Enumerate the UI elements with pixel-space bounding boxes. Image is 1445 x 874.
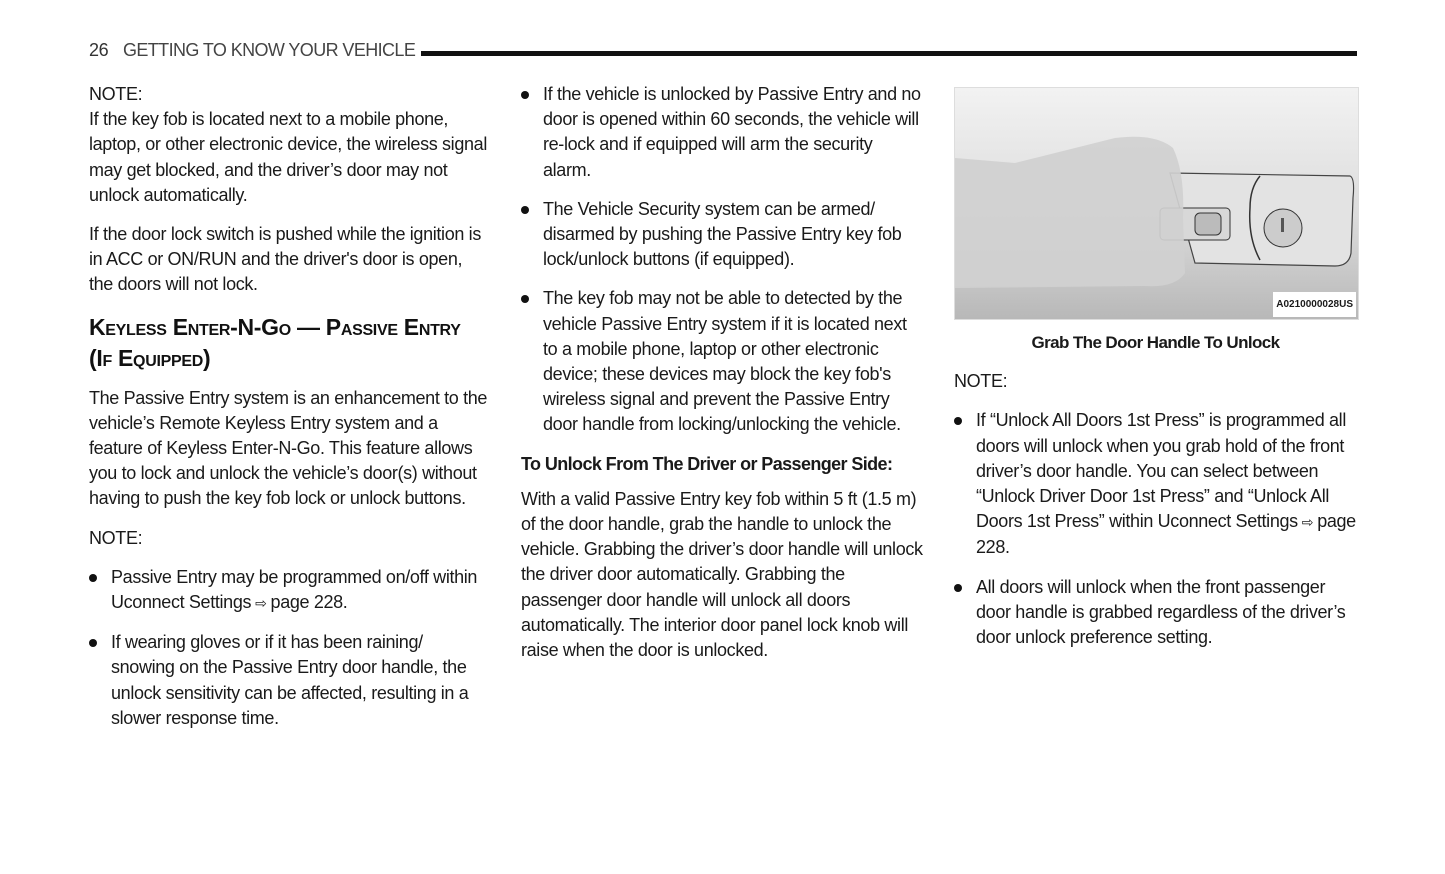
paragraph: If the door lock switch is pushed while the ignition is in ACC or ON/RUN and the driver's door is open, the doors will not lock. [89, 224, 481, 295]
list-item [954, 575, 1357, 651]
paragraph: With a valid Passive Entry key fob within 5 ft (1.5 m) of the door handle, grab the handle to unlock the vehicle. Grabbing the driver’s door handle will unlock the driver door automatically. Grabbing the passenger door handle will unlock all doors automatically. The interior door panel lock knob will raise when the door is unlocked. [521, 488, 923, 661]
bullet-icon [521, 206, 529, 214]
header-rule [421, 51, 1357, 56]
page-ref-arrow-icon: ⇨ [1301, 514, 1314, 531]
list-item [89, 630, 489, 731]
bullet-icon [89, 639, 97, 647]
list-item [89, 565, 489, 616]
page-ref-link[interactable]: page 228. [976, 511, 1356, 558]
page-number: 26 [89, 40, 109, 60]
column-3 [954, 82, 1357, 664]
figure-caption: Grab The Door Handle To Unlock [1031, 333, 1280, 352]
list-item-text: All doors will unlock when the front passenger door handle is grabbed regardless of the driver’s door unlock preference setting. [976, 576, 1346, 648]
bullet-icon [89, 574, 97, 582]
list-item [521, 82, 923, 183]
hand-grabbing-handle-illustration [955, 88, 1358, 319]
list-item-text: The Vehicle Security system can be armed/ disarmed by pushing the Passive Entry key fob lock/unlock buttons (if equipped). [543, 198, 902, 270]
column-2 [521, 82, 923, 677]
list-item [521, 197, 923, 273]
bullet-icon [521, 295, 529, 303]
section-heading: Keyless Enter-N-Go — Passive Entry (If Equipped) [89, 313, 461, 371]
subheading: To Unlock From The Driver or Passenger Side: [521, 453, 893, 474]
list-item-text: The key fob may not be able to detected by the vehicle Passive Entry system if it is located next to a mobile phone, laptop or other electronic device; these devices may block the key fob's wireless signal and prevent the Passive Entry door handle from locking/unlocking the vehicle. [543, 288, 907, 435]
paragraph: The Passive Entry system is an enhancement to the vehicle’s Remote Keyless Entry system and a feature of Keyless Enter-N-Go. This feature allows you to lock and unlock the vehicle’s door(s) without having to push the key fob lock or unlock buttons. [89, 387, 488, 509]
page-ref-link[interactable]: page 228. [270, 592, 348, 613]
page-header [89, 38, 415, 63]
page-ref-arrow-icon: ⇨ [255, 595, 267, 612]
note-label: NOTE: [954, 371, 1008, 392]
bullet-list [89, 565, 489, 731]
section-title: GETTING TO KNOW YOUR VEHICLE [122, 40, 416, 60]
bullet-list [954, 408, 1357, 650]
note-text: If the key fob is located next to a mobile phone, laptop, or other electronic device, the wireless signal may get blocked, and the driver’s door may not unlock automatically. [89, 109, 487, 205]
list-item-text: If the vehicle is unlocked by Passive Entry and no door is opened within 60 seconds, the vehicle will re-lock and if equipped will arm the security alarm. [543, 84, 921, 180]
note-label: NOTE: [89, 527, 143, 548]
figure-code: A0210000028US [1273, 292, 1356, 317]
list-item [954, 408, 1357, 560]
list-item-text: If wearing gloves or if it has been raining/ snowing on the Passive Entry door handle, the unlock sensitivity can be affected, resulting in a slower response time. [111, 632, 469, 728]
bullet-icon [954, 584, 962, 592]
list-item-text: Passive Entry may be programmed on/off within Uconnect Settings [111, 566, 478, 613]
column-1 [89, 82, 489, 745]
list-item [521, 286, 923, 437]
bullet-list [521, 82, 923, 438]
note-label: NOTE: [89, 84, 143, 104]
bullet-icon [954, 417, 962, 425]
bullet-icon [521, 91, 529, 99]
door-handle-figure [954, 87, 1359, 320]
list-item-text: If “Unlock All Doors 1st Press” is programmed all doors will unlock when you grab hold of the front driver’s door handle. You can select between “Unlock Driver Door 1st Press” and “Unlock All Doors 1st Press” within Uconnect Settings [976, 410, 1346, 532]
